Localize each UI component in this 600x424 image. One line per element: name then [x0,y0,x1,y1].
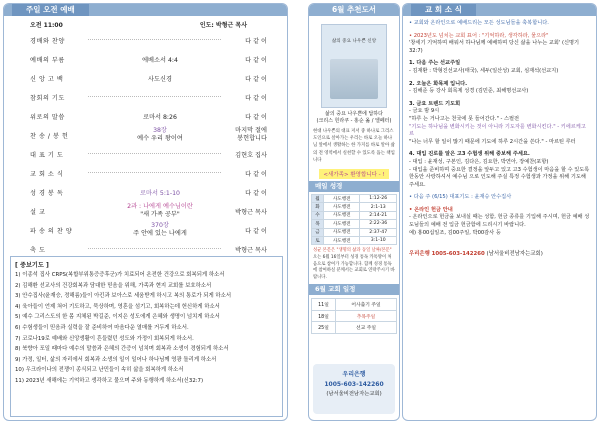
book-cover-title: 삶의 중요 나우쁜 신앙 [331,39,377,44]
church-news-header: 교 회 소 식 [403,4,596,16]
bank-box: 우리은행 1005-603-142260 (남서울비전남자는교회) [313,364,395,414]
news-line: • 교회와 온라인으로 예배드리는 모든 성도님들을 축복합니다. [409,20,549,26]
table-row: 수 사도행전 2:14-21 [312,211,397,219]
book-header: 6월 추천도서 [309,4,399,16]
news-line: 4. 대입 진로를 알은 고3 수험생 위해 중보해 주세요. [409,151,530,158]
order-row: 교 회 소 식 다 같 이 [30,171,267,178]
prayer-item: 2) 김해환 선교사의 건강회복과 담대한 믿음을 위해, 가족과 현지 교회를 보호하소서 [15,282,212,289]
prayer-item: 7) 코로나19로 예배와 신앙생활이 흔들렸던 성도와 가정이 회복되게 하소서. [15,335,194,342]
table-row: 11일 어사출기 주일 [312,299,397,311]
worship-leader: 인도: 박형근 목사 [199,22,247,29]
prayer-item: 1) 이종석 집사 CRPS(복합부위통증증후군)가 치료되어 온전한 건강으로 회복되게 하소서 [15,272,225,278]
prayer-item: 3) 안수집사(윤재승, 정해름)들이 아킨과 보아스로 세움받게 하시고 복의 통로가 되게 하소서 [15,293,232,300]
welcome-banner: <새가족> 환영합니다 - ! [319,169,389,179]
daily-bible-table [311,194,397,245]
worship-order [4,31,287,259]
news-line: "나는 너무 할 일이 많기 때문에 기도에 하루 2시간을 쓴다." - 마르틴 루터 [409,138,576,145]
worship-time: 오전 11:00 [30,22,63,29]
news-line: "하루 는 거나고는 천국에 못 들어간다." - 스펄전 [409,115,520,122]
table-row: 목 사도행전 2:22-36 [312,220,397,228]
table-row: 토 사도행전 3:1-10 [312,236,397,244]
daily-bible-note: 성균 본문은 "생명의 삶과 동일 날짜/본문" 오는 6월 16일부터 성경 통독 카톡방이 처음으로 참여가 가능합니다. 함께 성경 통독에 참여하실 분께서는 교회로 연락주시기 바랍니다. [313,248,395,280]
news-line: '창세기 기억하며 배워서 하나님께 예배하며 당신 삶을 나누는 교회' (신명기32:7) [409,40,580,54]
order-row: 찬 송 / 봉 헌 38장 예수 우리 왕이여 마지막 절에 봉헌합니다 [30,127,267,142]
order-row: 참회의 기도 다 같 이 [30,95,267,102]
news-line: - 대입 : 윤재성, 구본인, 김다은, 김요한, 박연아, 장예찬(포항) [409,158,549,165]
worship-panel [3,3,288,421]
news-line: • 2023년도 넘치는 교회 표어 : "기억하라, 생각하라, 물으라" [409,32,549,39]
news-line: • 다음 주 (6/15) 대표기도 : 윤재승 안수집사 [409,194,512,201]
news-line: 예) 홍00십일조, 김00주일, 박00감사 등 [409,229,501,236]
church-news-panel [402,3,597,421]
table-row: 18일 추목주일 [312,310,397,322]
order-row: 대 표 기 도 김현호 집사 [30,152,267,159]
order-row: 축 도 박형근 목사 [30,247,267,254]
order-row: 파 송 의 찬 양 370장 주 안에 있는 나에게 다 같 이 [30,222,267,237]
prayer-item: 10) 우크라이나의 전쟁이 종식되고 난민들이 속히 삶을 회복하게 하소서 [15,367,184,374]
worship-header: 주일 오전 예배 [4,4,287,16]
order-row: 예배의 부름 에베소서 4:4 다 같 이 [30,57,267,64]
prayer-item: 6) 수험생들이 믿음과 실력을 잘 준비하여 마음다운 열매를 거두게 하소서. [15,324,189,331]
order-row: 설 교 2과 : 나에게 예수님이란 "새 가족 공부" 박형근 목사 [30,203,267,218]
table-row: 화 사도행전 2:1-13 [312,203,397,211]
church-news-body [403,16,596,246]
worship-meta [4,16,287,31]
news-line: 1. 다음 주는 선교주일 [409,60,461,67]
order-row: 신 앙 고 백 사도신경 다 같 이 [30,76,267,83]
news-line: 3. 금요 트렌드 기도회 [409,100,461,107]
book-panel [308,3,400,421]
order-row: 위로의 말씀 로마서 8:26 다 같 이 [30,114,267,121]
order-row: 성 경 봉 독 로마서 5:1-10 다 같 이 [30,190,267,197]
book-cover-image [330,59,378,99]
prayer-box [10,256,283,417]
prayer-title: [ 중보기도 ] [15,262,49,269]
news-line: 2. 오늘은 화목제 입니다. [409,80,468,87]
news-line: "기도는 하나님을 변화시키는 것이 아니라 기도자를 변화시킨다." - 키에르케고르 [409,123,586,138]
prayer-list [11,270,282,387]
news-line: - 대입을 준비하며 중요한 결정을 앞두고 있고 고3 수험생이 마음을 할 수 있도록 한동안 사랑하셔서 예수님 으로 인도해 주실 특정 수험생과 가정을 위해 기도해 주세요. [409,166,590,188]
online-offering-account: 우리은행 1005-603-142260 (남서울비전남자는교회) [409,251,543,258]
prayer-item: 4) 육아들이 언제 쳐어 기도하고, 묵상하며, 영혼을 섬기고, 회복하는데 헌신하게 하소서 [15,303,220,310]
news-line: - 김재환 : 박형진선교사(태국), 세두(일산성) 교회, 심재석(선교지) [409,67,559,74]
news-line: - 김해준 등 강사 회목제 성경 (김민준, 최해명선교사) [409,88,529,95]
news-line: - 온라인으로 헌금을 보내실 때는 성함, 헌금 종류를 기입해 주시며, 헌금 예배 성도님들의 예배 전 입금 헌금함에 드리시기 바랍니다. [409,214,590,229]
prayer-item: 9) 가정, 일터, 삶의 자리에서 회복과 소생의 일이 일어나 하나님께 영광 돌리게 하소서 [15,356,217,363]
news-line: - 금요 밤 9시 [409,108,440,115]
book-cover [321,24,387,108]
daily-bible-header: 매일 성경 [309,181,399,192]
schedule-header: 6월 교회 일정 [309,284,399,295]
book-caption: 삶의 중요 나우쁜에 답하다 (크리스 힌라쿠 - 홍순 옮 / 엘페터) [316,111,392,124]
table-row: 금 사도행전 2:37-47 [312,228,397,236]
table-row: 월 사도행전 1:12-26 [312,195,397,203]
book-description: 현대 나우쁜의 대표 저서 중 하나로 그리스도인으로 살아가는 우리는 바로 오늘 하나님 앞에서 생활하는 한 가지를 바로 알아 삶의 전 영역에서 실천할 수 있도록 돕는 책입니다 [313,129,395,163]
schedule-table [311,298,397,334]
prayer-item: 8) 북향아 포일 때마다 예수의 말씀과 은혜의 간증이 넘치며 회복과 소생이 경험되게 하소서 [15,346,229,353]
prayer-item: 5) 예수 그리스도의 한 몸 지체된 박길준, 이지은 성도에게 은혜와 생명이 넘치게 하소서 [15,314,220,321]
prayer-item: 11) 2023년 새해에는 기억하고 생각하고 물으며 주와 동행하게 하소서(신32:7) [15,377,204,384]
order-row: 경배와 찬양 다 같 이 [30,38,267,45]
table-row: 25일 선교 주일 [312,322,397,334]
news-line: • 온라인 헌금 안내 [409,206,453,213]
